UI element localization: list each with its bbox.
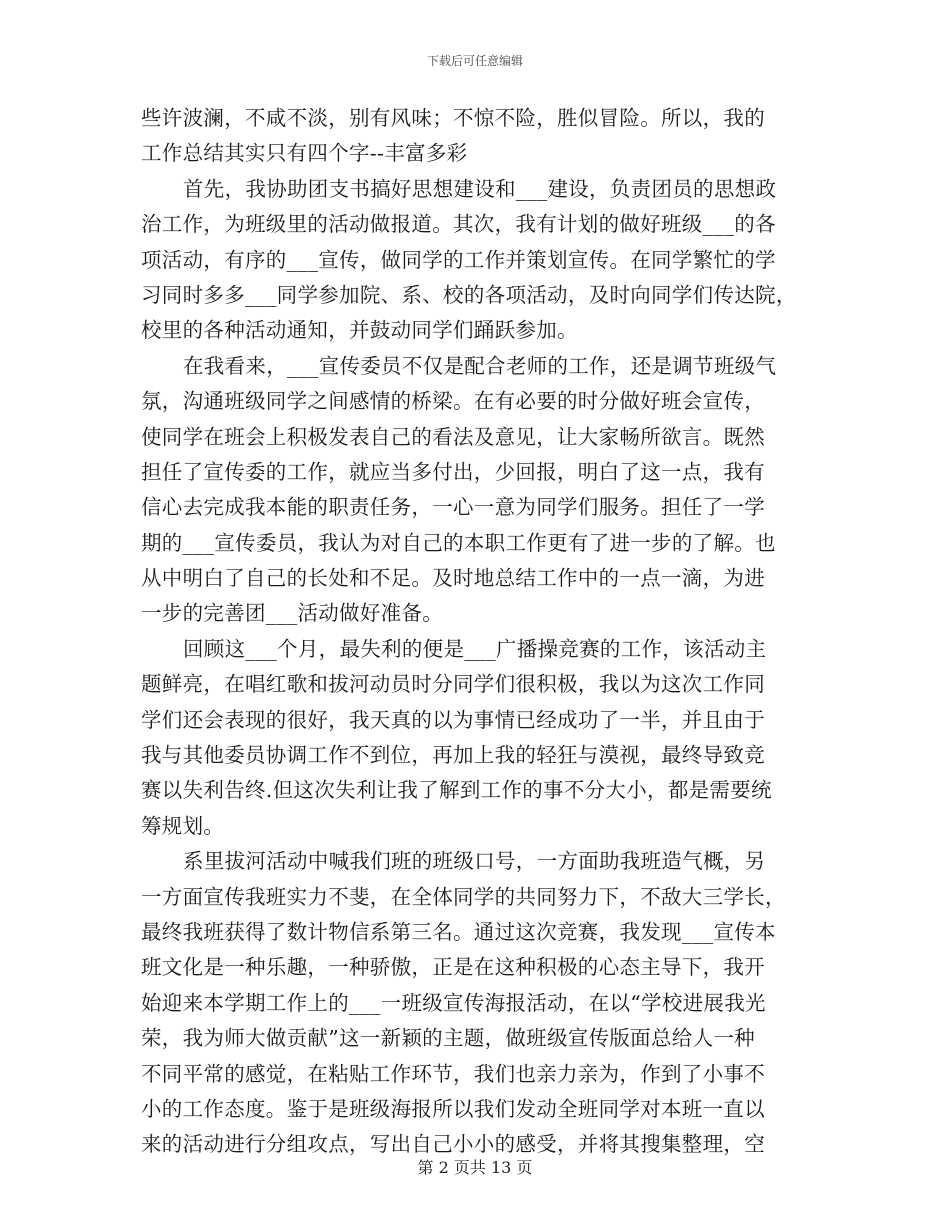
body-line: 筹规划。: [141, 813, 225, 838]
body-line: 一方面宣传我班实力不斐，在全体同学的共同努力下，不敌大三学长，: [141, 884, 786, 909]
body-line: 期的___宣传委员，我认为对自己的本职工作更有了进一步的了解。也: [141, 530, 776, 555]
body-line: 班文化是一种乐趣，一种骄傲，正是在这种积极的心态主导下，我开: [141, 955, 765, 980]
body-line: 小的工作态度。鉴于是班级海报所以我们发动全班同学对本班一直以: [141, 1096, 765, 1121]
body-line: 始迎来本学期工作上的___一班级宣传海报活动，在以“学校进展我光: [141, 990, 766, 1015]
body-line: 信心去完成我本能的职责任务，一心一意为同学们服务。担任了一学: [141, 495, 765, 520]
body-line: 一步的完善团___活动做好准备。: [141, 601, 444, 626]
body-line: 题鲜亮，在唱红歌和拔河动员时分同学们很积极，我以为这次工作同: [141, 672, 765, 697]
paragraph-start-line: 首先，我协助团支书搞好思想建设和___建设，负责团员的思想政: [183, 176, 777, 201]
paragraph-start-line: 系里拔河活动中喊我们班的班级口号，一方面助我班造气概，另: [183, 849, 766, 874]
body-line: 些许波澜，不咸不淡，别有风味；不惊不险，胜似冒险。所以，我的: [141, 106, 765, 130]
page-header: 下载后可任意编辑: [426, 54, 523, 68]
document-body: [141, 101, 813, 1163]
body-line: 校里的各种活动通知，并鼓动同学们踊跃参加。: [141, 318, 578, 343]
paragraph-start-line: 在我看来，___宣传委员不仅是配合老师的工作，还是调节班级气: [183, 353, 777, 378]
body-line: 氛，沟通班级同学之间感情的桥梁。在有必要的时分做好班会宣传，: [141, 389, 765, 414]
body-line: 赛以失利告终.但这次失利让我了解到工作的事不分大小，都是需要统: [141, 778, 772, 803]
body-line: 习同时多多___同学参加院、系、校的各项活动，及时向同学们传达院，: [141, 282, 797, 307]
body-line: 使同学在班会上积极发表自己的看法及意见，让大家畅所欲言。既然: [141, 424, 765, 449]
body-line: 来的活动进行分组攻点，写出自己小小的感受，并将其搜集整理，空: [141, 1132, 765, 1157]
body-line: 荣，我为师大做贡献”这一新颖的主题，做班级宣传版面总给人一种: [141, 1026, 755, 1051]
body-line: 最终我班获得了数计物信系第三名。通过这次竞赛，我发现___宣传本: [141, 919, 776, 944]
body-line: 项活动，有序的___宣传，做同学的工作并策划宣传。在同学繁忙的学: [141, 247, 776, 272]
body-line: 我与其他委员协调工作不到位，再加上我的轻狂与漠视，最终导致竞: [141, 743, 765, 768]
page-number-footer: 第 2 页共 13 页: [417, 1158, 533, 1177]
paragraph-start-line: 回顾这___个月，最失利的便是___广播操竞赛的工作，该活动主: [183, 636, 767, 661]
body-line: 学们还会表现的很好，我天真的以为事情已经成功了一半，并且由于: [141, 707, 765, 732]
body-line: 治工作，为班级里的活动做报道。其次，我有计划的做好班级___的各: [141, 212, 776, 237]
body-line: 从中明白了自己的长处和不足。及时地总结工作中的一点一滴，为进: [141, 566, 765, 591]
body-line: 不同平常的感觉，在粘贴工作环节，我们也亲力亲为，作到了小事不: [141, 1061, 765, 1086]
body-line: 工作总结其实只有四个字--丰富多彩: [141, 141, 468, 166]
body-line: 担任了宣传委的工作，就应当多付出，少回报，明白了这一点，我有: [141, 459, 765, 484]
